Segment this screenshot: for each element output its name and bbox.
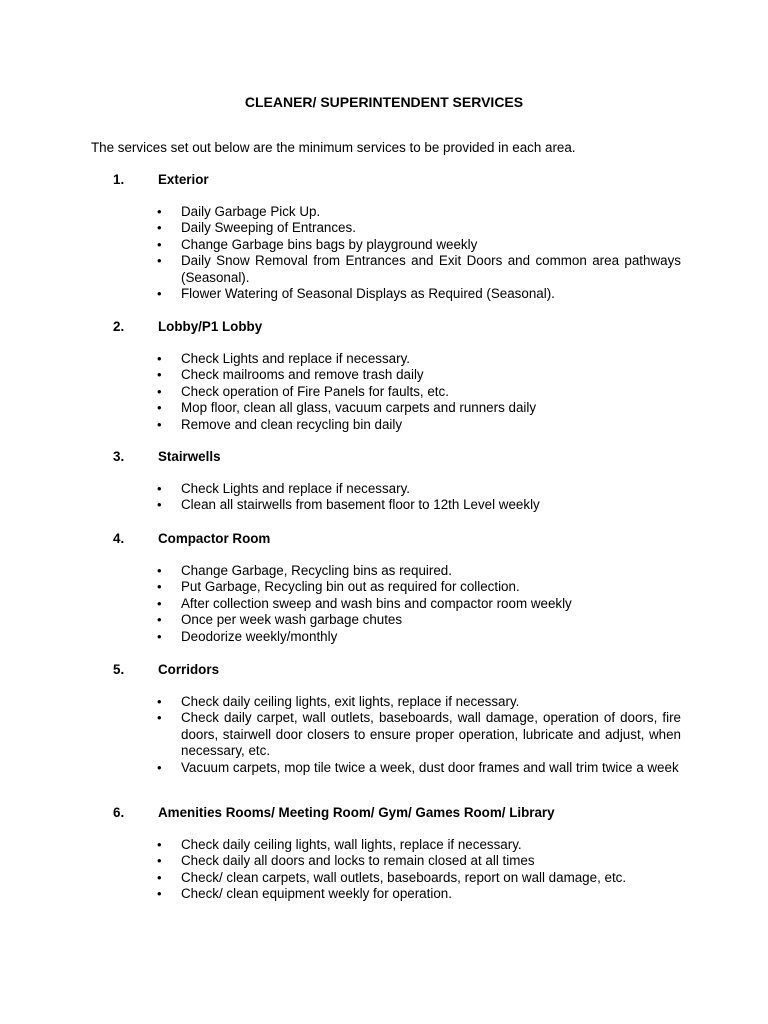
section-number: 5. — [113, 662, 125, 677]
list-item — [113, 886, 681, 902]
list-item — [113, 629, 681, 645]
bullet-icon: • — [157, 853, 162, 869]
list-item — [113, 237, 681, 253]
list-item-text: Check daily ceiling lights, exit lights, replace if necessary. — [181, 694, 520, 709]
list-item — [113, 710, 681, 759]
list-item-text: Mop floor, clean all glass, vacuum carpets and runners daily — [181, 400, 537, 416]
bullet-icon: • — [157, 612, 162, 628]
section-title: Stairwells — [158, 449, 221, 464]
list-item — [113, 497, 681, 513]
list-item-text: Clean all stairwells from basement floor to 12th Level weekly — [181, 497, 540, 513]
list-item-text: Vacuum carpets, mop tile twice a week, dust door frames and wall trim twice a week — [181, 759, 679, 775]
section-heading — [113, 449, 681, 466]
list-item — [113, 384, 681, 400]
list-item-text: Check/ clean carpets, wall outlets, baseboards, report on wall damage, etc. — [181, 869, 627, 885]
list-item-text: Daily Sweeping of Entrances. — [181, 220, 356, 236]
bullet-icon: • — [157, 759, 162, 775]
list-item-text: Remove and clean recycling bin daily — [181, 416, 403, 432]
list-item — [113, 579, 681, 595]
section-exterior — [113, 172, 681, 302]
bullet-list — [113, 204, 681, 302]
list-item — [113, 400, 681, 416]
list-item — [113, 481, 681, 497]
section-title: Corridors — [158, 662, 220, 677]
list-item — [113, 612, 681, 628]
section-heading — [113, 662, 681, 679]
section-number: 3. — [113, 449, 125, 464]
intro-paragraph: The services set out below are the minimum services to be provided in each area. — [91, 140, 576, 155]
list-item — [113, 694, 681, 710]
bullet-icon: • — [157, 886, 162, 902]
list-item-text: Daily Snow Removal from Entrances and Exit Doors and common area pathways (Seasonal). — [181, 253, 681, 285]
section-heading — [113, 172, 681, 189]
bullet-icon: • — [157, 253, 162, 269]
list-item — [113, 837, 681, 853]
bullet-icon: • — [157, 400, 162, 416]
section-number: 2. — [113, 319, 125, 334]
section-amenities-rooms — [113, 805, 681, 903]
list-item-text: Check mailrooms and remove trash daily — [181, 367, 424, 383]
list-item — [113, 204, 681, 220]
list-item — [113, 286, 681, 302]
section-number: 4. — [113, 531, 125, 546]
list-item-text: Check operation of Fire Panels for faults, etc. — [181, 383, 449, 399]
bullet-icon: • — [157, 869, 162, 885]
list-item-text: Check Lights and replace if necessary. — [181, 351, 411, 366]
section-lobby — [113, 319, 681, 433]
list-item — [113, 367, 681, 383]
bullet-list — [113, 481, 681, 514]
list-item-text: Deodorize weekly/monthly — [181, 628, 338, 644]
list-item — [113, 853, 681, 869]
list-item-text: Daily Garbage Pick Up. — [181, 204, 321, 219]
bullet-list — [113, 563, 681, 645]
bullet-icon: • — [157, 351, 162, 366]
list-item — [113, 563, 681, 579]
bullet-icon: • — [157, 497, 162, 513]
section-number: 6. — [113, 805, 125, 820]
bullet-list — [113, 694, 681, 776]
section-heading — [113, 531, 681, 548]
bullet-icon: • — [157, 367, 162, 383]
list-item — [113, 253, 681, 286]
bullet-icon: • — [157, 204, 162, 219]
list-item-text: After collection sweep and wash bins and compactor room weekly — [181, 595, 572, 611]
list-item — [113, 417, 681, 433]
list-item-text: Change Garbage, Recycling bins as required. — [181, 563, 452, 578]
bullet-icon: • — [157, 383, 162, 399]
list-item — [113, 596, 681, 612]
list-item-text: Change Garbage bins bags by playground weekly — [181, 236, 478, 252]
bullet-icon: • — [157, 710, 162, 726]
bullet-icon: • — [157, 416, 162, 432]
bullet-icon: • — [157, 563, 162, 578]
list-item — [113, 220, 681, 236]
section-heading — [113, 805, 681, 822]
list-item — [113, 351, 681, 367]
bullet-icon: • — [157, 236, 162, 252]
bullet-icon: • — [157, 286, 162, 302]
list-item-text: Put Garbage, Recycling bin out as required for collection. — [181, 579, 520, 595]
section-title: Amenities Rooms/ Meeting Room/ Gym/ Games Room/ Library — [158, 805, 555, 820]
section-heading — [113, 319, 681, 336]
section-corridors — [113, 662, 681, 776]
list-item — [113, 760, 681, 776]
page-title: CLEANER/ SUPERINTENDENT SERVICES — [244, 94, 524, 110]
bullet-list — [113, 351, 681, 433]
section-title: Exterior — [158, 172, 209, 187]
bullet-icon: • — [157, 628, 162, 644]
section-number: 1. — [113, 172, 125, 187]
list-item — [113, 870, 681, 886]
section-title: Compactor Room — [158, 531, 271, 546]
list-item-text: Flower Watering of Seasonal Displays as Required (Seasonal). — [181, 286, 555, 302]
bullet-list — [113, 837, 681, 903]
bullet-icon: • — [157, 481, 162, 496]
section-compactor-room — [113, 531, 681, 645]
section-stairwells — [113, 449, 681, 514]
list-item-text: Check/ clean equipment weekly for operation. — [181, 886, 452, 902]
bullet-icon: • — [157, 595, 162, 611]
list-item-text: Check daily carpet, wall outlets, baseboards, wall damage, operation of doors, fire doors, stairwell door closers to ensure proper operation, lubricate and adjust, when necessary, etc. — [181, 710, 681, 759]
list-item-text: Check Lights and replace if necessary. — [181, 481, 411, 496]
list-item-text: Once per week wash garbage chutes — [181, 612, 403, 628]
bullet-icon: • — [157, 579, 162, 595]
list-item-text: Check daily ceiling lights, wall lights, replace if necessary. — [181, 837, 522, 852]
section-title: Lobby/P1 Lobby — [158, 319, 263, 334]
bullet-icon: • — [157, 837, 162, 852]
list-item-text: Check daily all doors and locks to remain closed at all times — [181, 853, 535, 869]
bullet-icon: • — [157, 694, 162, 709]
bullet-icon: • — [157, 220, 162, 236]
